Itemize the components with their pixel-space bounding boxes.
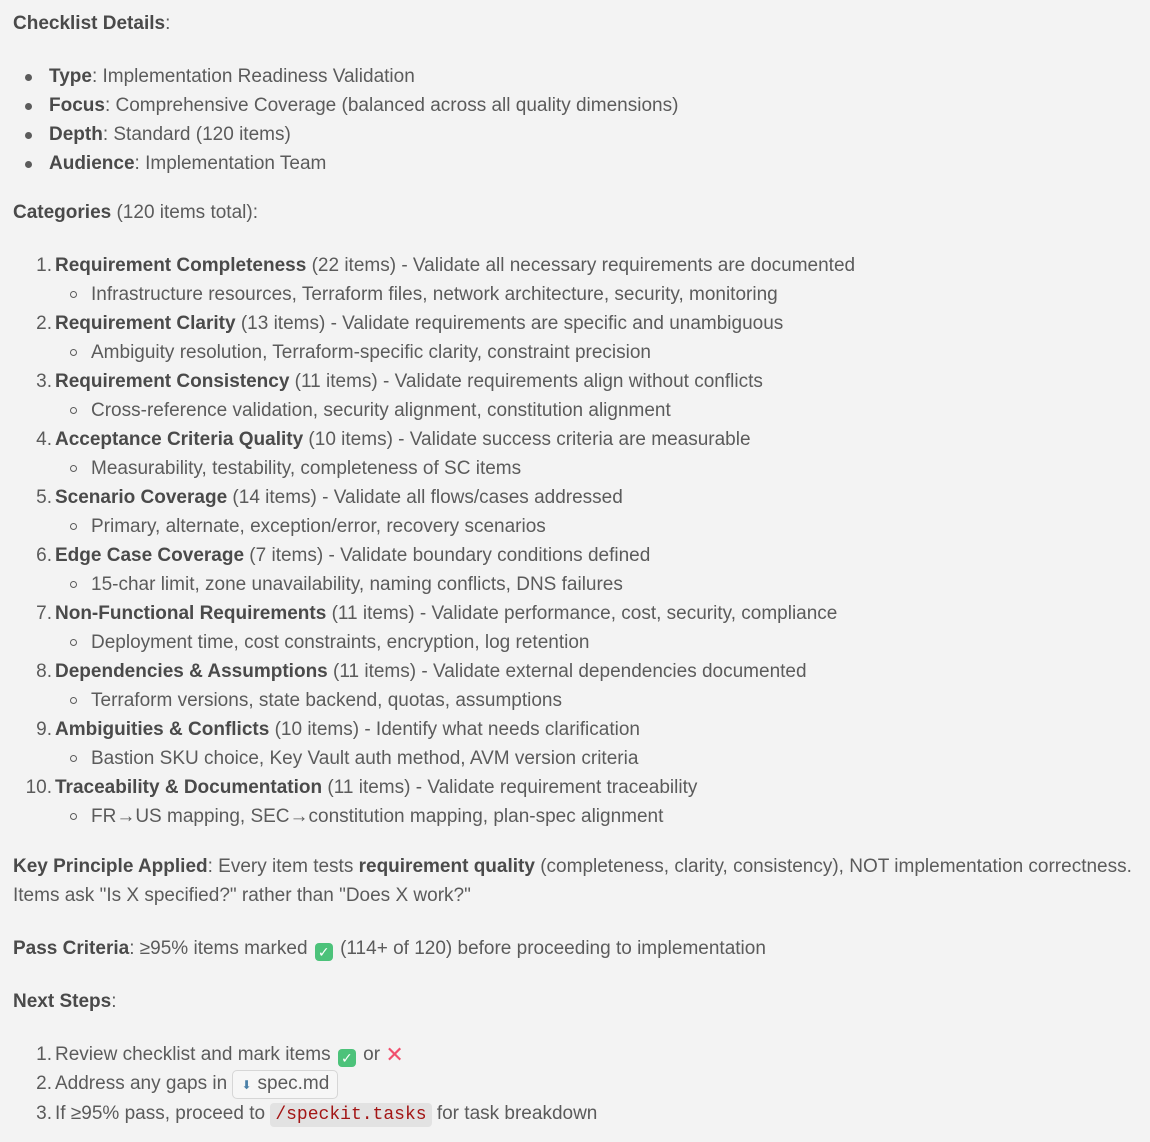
file-download-icon: ⬇ — [241, 1078, 252, 1092]
cross-mark-icon: ✕ — [385, 1042, 404, 1067]
circle-bullet-icon — [70, 697, 77, 704]
command-code: /speckit.tasks — [270, 1103, 431, 1127]
pass-criteria-paragraph: Pass Criteria: ≥95% items marked ✓ (114+ of 120) before proceeding to implementation — [13, 938, 766, 960]
bullet-icon — [25, 103, 32, 110]
category-subitem: Measurability, testability, completeness of SC items — [55, 454, 1150, 483]
bullet-icon — [25, 132, 32, 139]
category-item: 2. Requirement Clarity (13 items) - Validate requirements are specific and unambiguous Ambiguity resolution, Terraform-specific clarity, constraint precision — [13, 309, 1150, 367]
check-mark-icon: ✓ — [338, 1049, 356, 1067]
circle-bullet-icon — [70, 407, 77, 414]
checklist-details-heading: Checklist Details: — [13, 13, 171, 34]
circle-bullet-icon — [70, 523, 77, 530]
category-subitem: Ambiguity resolution, Terraform-specific clarity, constraint precision — [55, 338, 1150, 367]
category-item: 5. Scenario Coverage (14 items) - Validate all flows/cases addressed Primary, alternate, exception/error, recovery scenarios — [13, 483, 1150, 541]
detail-item-type: Type: Implementation Readiness Validation — [13, 62, 1150, 91]
next-steps-heading: Next Steps: — [13, 991, 117, 1012]
next-step-item: 3. If ≥95% pass, proceed to /speckit.tasks for task breakdown — [36, 1103, 598, 1125]
checklist-details-list — [13, 62, 1150, 178]
category-subitem: Bastion SKU choice, Key Vault auth method, AVM version criteria — [55, 744, 1150, 773]
circle-bullet-icon — [70, 755, 77, 762]
category-subitem: Deployment time, cost constraints, encryption, log retention — [55, 628, 1150, 657]
detail-item-audience: Audience: Implementation Team — [13, 149, 1150, 178]
circle-bullet-icon — [70, 581, 77, 588]
circle-bullet-icon — [70, 639, 77, 646]
categories-heading: Categories (120 items total): — [13, 202, 258, 223]
category-item: 3. Requirement Consistency (11 items) - Validate requirements align without conflicts Cross-reference validation, security alignment, constitution alignment — [13, 367, 1150, 425]
category-subitem: Cross-reference validation, security alignment, constitution alignment — [55, 396, 1150, 425]
category-item: 6. Edge Case Coverage (7 items) - Validate boundary conditions defined 15-char limit, zone unavailability, naming conflicts, DNS failures — [13, 541, 1150, 599]
category-item: 9. Ambiguities & Conflicts (10 items) - Identify what needs clarification Bastion SKU choice, Key Vault auth method, AVM version criteria — [13, 715, 1150, 773]
circle-bullet-icon — [70, 465, 77, 472]
category-subitem: Terraform versions, state backend, quotas, assumptions — [55, 686, 1150, 715]
category-item: 1. Requirement Completeness (22 items) - Validate all necessary requirements are documented Infrastructure resources, Terraform files, network architecture, security, monitoring — [13, 251, 1150, 309]
category-subitem: FR→US mapping, SEC→constitution mapping, plan-spec alignment — [55, 802, 1150, 831]
next-step-item: 2. Address any gaps in ⬇ spec.md — [13, 1069, 1150, 1099]
category-subitem: 15-char limit, zone unavailability, naming conflicts, DNS failures — [55, 570, 1150, 599]
circle-bullet-icon — [70, 291, 77, 298]
detail-item-focus: Focus: Comprehensive Coverage (balanced across all quality dimensions) — [13, 91, 1150, 120]
detail-item-depth: Depth: Standard (120 items) — [13, 120, 1150, 149]
circle-bullet-icon — [70, 813, 77, 820]
category-item: 7. Non-Functional Requirements (11 items) - Validate performance, cost, security, compliance Deployment time, cost constraints, encryption, log retention — [13, 599, 1150, 657]
bullet-icon — [25, 74, 32, 81]
categories-list — [13, 251, 1150, 831]
check-mark-icon: ✓ — [315, 943, 333, 961]
category-item: 4. Acceptance Criteria Quality (10 items) - Validate success criteria are measurable Measurability, testability, completeness of SC items — [13, 425, 1150, 483]
circle-bullet-icon — [70, 349, 77, 356]
next-step-item: 1. Review checklist and mark items ✓ or ✕ — [36, 1042, 404, 1067]
file-link-spec-md[interactable]: ⬇ spec.md — [232, 1070, 338, 1099]
category-item: 8. Dependencies & Assumptions (11 items) - Validate external dependencies documented Terraform versions, state backend, quotas, assumptions — [13, 657, 1150, 715]
key-principle-paragraph: Key Principle Applied: Every item tests requirement quality (completeness, clarity, consistency), NOT implementation correctness. Items ask "Is X specified?" rather than "Does X work?" — [13, 856, 1132, 906]
category-item: 10. Traceability & Documentation (11 items) - Validate requirement traceability FR→US mapping, SEC→constitution mapping, plan-spec alignment — [13, 773, 1150, 831]
bullet-icon — [25, 161, 32, 168]
category-subitem: Infrastructure resources, Terraform files, network architecture, security, monitoring — [55, 280, 1150, 309]
next-steps-list — [13, 1040, 1150, 1130]
category-subitem: Primary, alternate, exception/error, recovery scenarios — [55, 512, 1150, 541]
